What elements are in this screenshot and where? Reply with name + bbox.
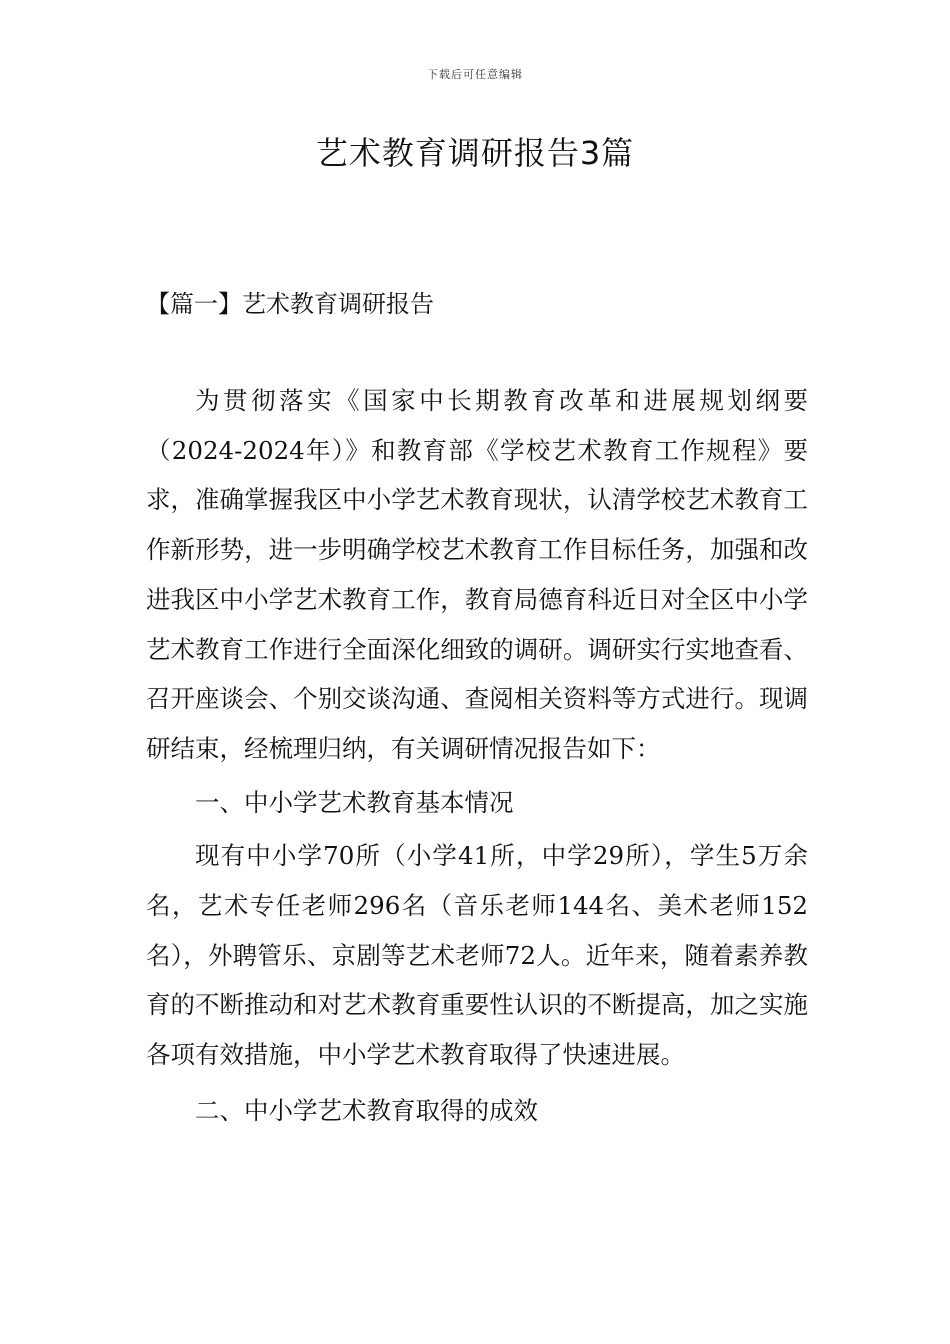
basic-situation-paragraph: 现有中小学70所（小学41所，中学29所），学生5万余名，艺术专任老师296名（音乐老师144名、美术老师152名），外聘管乐、京剧等艺术老师72人。近年来，随着素养教育的不断推动和对艺术教育重要性认识的不断提高，加之实施各项有效措施，中小学艺术教育取得了快速进展。 xyxy=(146,841,808,1070)
subheading-achievements: 二、中小学艺术教育取得的成效 xyxy=(195,1095,538,1125)
header-note: 下载后可任意编辑 xyxy=(427,68,523,81)
intro-paragraph: 为贯彻落实《国家中长期教育改革和进展规划纲要（2024-2024年）》和教育部《学校艺术教育工作规程》要求，准确掌握我区中小学艺术教育现状，认清学校艺术教育工作新形势，进一步明确学校艺术教育工作目标任务，加强和改进我区中小学艺术教育工作，教育局德育科近日对全区中小学艺术教育工作进行全面深化细致的调研。调研实行实地查看、召开座谈会、个别交谈沟通、查阅相关资料等方式进行。现调研结束，经梳理归纳，有关调研情况报告如下： xyxy=(146,386,808,763)
document-body xyxy=(146,376,808,1136)
section-heading: 【篇一】艺术教育调研报告 xyxy=(146,290,434,318)
subheading-basic-situation: 一、中小学艺术教育基本情况 xyxy=(195,787,514,817)
document-title: 艺术教育调研报告3篇 xyxy=(315,134,635,172)
